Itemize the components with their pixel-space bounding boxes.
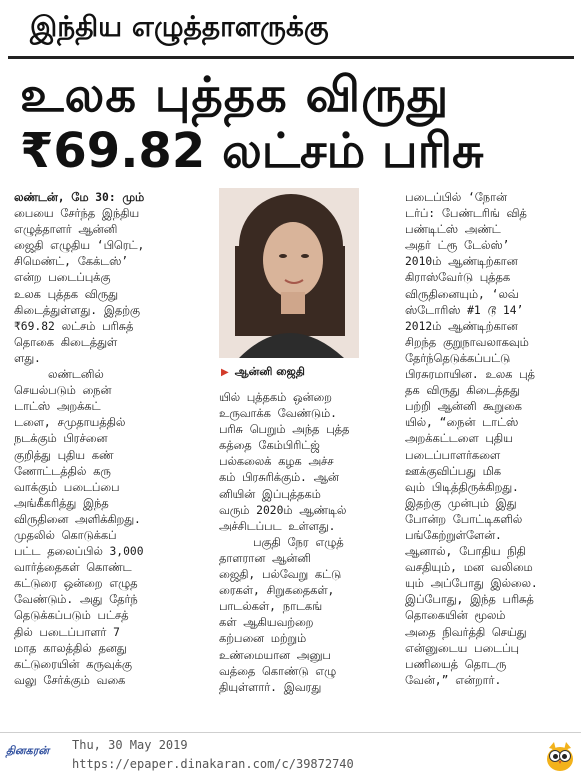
article-column-1 — [14, 190, 214, 689]
article-line: என்ற படைப்புக்கு — [14, 271, 111, 285]
author-photo — [219, 188, 359, 358]
brand-logo: தினகரன் — [6, 744, 50, 757]
article-line: மாத காலத்தில் தனது — [14, 641, 127, 655]
article-line: கம் பிரசுரிக்கும். ஆன் — [219, 471, 339, 485]
article-line: லண்டனில் — [14, 368, 104, 382]
triangle-icon: ▶ — [221, 367, 229, 378]
article-line: ₹69.82 லட்சம் பரிசுத் — [14, 319, 134, 333]
article-line: குறித்து புதிய கண் — [14, 448, 114, 462]
article-line: வசதியும், மன வலிமை — [405, 561, 533, 575]
article-line: அச்சிடப்பட உள்ளது. — [219, 519, 336, 533]
article-line: ஜைதி, பல்வேறு கட்டு — [219, 568, 342, 582]
article-line: பண்டிட்ஸ் அண்ட் — [405, 223, 501, 237]
article-line: அதை நிவர்த்தி செய்து — [405, 625, 527, 639]
article-line: அதர் ட்ரூ டேல்ஸ்’ — [405, 239, 510, 253]
article-line: வலு சேர்க்கும் வகை — [14, 673, 126, 687]
kicker-title: இந்திய எழுத்தாளருக்கு — [30, 10, 329, 43]
article-line: இதற்கு முன்பும் இது — [405, 496, 517, 510]
article-line: பரிசு பெறும் அந்த புத்த — [219, 423, 350, 437]
article-line: யில், “நைன் டாட்ஸ் — [405, 416, 519, 430]
article-line: செயல்படும் நைன் — [14, 384, 112, 398]
article-line: டர்ப்: பேண்டரிங் வித் — [405, 207, 527, 221]
article-line: உண்மையான அனுப — [219, 648, 331, 662]
photo-caption — [219, 362, 359, 382]
article-line: ரைகள், சிறுகதைகள், — [219, 584, 335, 598]
article-line: பணியைத் தொடரு — [405, 657, 507, 671]
article-line: சிறந்த குறுநாவலாகவும் — [405, 335, 529, 349]
article-line: பற்றி ஆன்னி கூறுகை — [405, 400, 522, 414]
article-line: முதலில் கொடுக்கப் — [14, 528, 117, 542]
article-line: 2012ம் ஆண்டிற்கான — [405, 319, 518, 333]
article-line: லண்டன், மே 30: மும் — [14, 191, 145, 204]
article-line: பட்ட தலைப்பில் 3,000 — [14, 545, 144, 559]
article-line: வார்த்தைகள் கொண்ட — [14, 561, 132, 575]
article-line: ஜைதி எழுதிய ‘பிரெட், — [14, 239, 145, 253]
article-line: வத்தை கொண்டு எழு — [219, 664, 337, 678]
article-line: பையை சேர்ந்த இந்திய — [14, 207, 140, 221]
article-line: ஊக்குவிப்பது மிக — [405, 464, 502, 478]
article-line: ளது. — [14, 351, 41, 365]
article-line: யில் புத்தகம் ஒன்றை — [219, 391, 332, 404]
article-line: விருதினை அளிக்கிறது. — [14, 512, 141, 526]
article-column-2 — [219, 390, 369, 696]
article-line: விருதினையும், ‘லவ் — [405, 287, 519, 301]
article-line: போன்ற போட்டிகளில் — [405, 512, 523, 526]
article-line: வேன்,” என்றார். — [405, 673, 502, 687]
footer-divider — [0, 732, 581, 733]
article-line: கள் ஆகியவற்றை — [219, 616, 314, 630]
article-line: தொகையின் மூலம் — [405, 609, 506, 623]
article-line: ஆனால், போதிய நிதி — [405, 545, 526, 559]
article-line: ணோட்டத்தில் கரு — [14, 464, 111, 478]
article-line: அறக்கட்டளை புதிய — [405, 432, 513, 446]
article-line: 2010ம் ஆண்டிற்கான — [405, 255, 518, 269]
article-line: கிடைத்துள்ளது. இதற்கு — [14, 303, 140, 317]
article-line: ஸ்டோரிஸ் #1 டூ 14’ — [405, 303, 524, 317]
article-line: படைப்பாளர்களை — [405, 448, 501, 462]
article-line: வரும் 2020ம் ஆண்டில் — [219, 503, 347, 517]
article-line: கத்தை கேம்பிரிட்ஜ் — [219, 439, 320, 453]
article-line: அங்கீகரித்து இந்த — [14, 496, 109, 510]
article-line: டளை, சமுதாயத்தில் — [14, 416, 126, 430]
headline-line1: உலக புத்தக விருது — [20, 67, 450, 123]
article-line: னியின் இப்புத்தகம் — [219, 487, 321, 501]
article-line: இப்போது, இந்த பரிசுத் — [405, 593, 534, 607]
article-line: நடக்கும் பிரச்னை — [14, 432, 108, 446]
article-line: உருவாக்க வேண்டும். — [219, 407, 337, 421]
article-line: தியுள்ளார். இவரது — [219, 680, 322, 694]
article-line: வும் பிடித்திருக்கிறது. — [405, 480, 519, 494]
article-line: உலக புத்தக விருது — [14, 287, 118, 301]
article-line: என்னுடைய படைப்பு — [405, 641, 519, 655]
photo-caption-text: ஆன்னி ஜைதி — [234, 365, 305, 378]
article-line: எழுத்தாளர் ஆன்னி — [14, 223, 118, 237]
headline-line2: ₹69.82 லட்சம் பரிசு — [20, 123, 484, 179]
kicker-rule — [8, 56, 574, 59]
article-line: வேண்டும். அது தேர்ந் — [14, 593, 138, 607]
article-line: பிரசுரமாயின. உலக புத் — [405, 368, 535, 382]
article-column-3 — [405, 190, 577, 689]
article-line: கட்டுரை ஒன்றை எழுத — [14, 577, 138, 591]
article-line: பங்கேற்றுள்ளேன். — [405, 528, 502, 542]
article-line: யும் அப்போது இல்லை. — [405, 577, 538, 591]
portrait-image — [219, 188, 359, 358]
article-line: தக விருது கிடைத்தது — [405, 384, 520, 398]
article-line: பாடல்கள், நாடகங் — [219, 600, 322, 614]
article-line: தொகை கிடைத்துள் — [14, 335, 118, 349]
article-line: டாட்ஸ் அறக்கட் — [14, 400, 101, 414]
owl-icon[interactable] — [545, 740, 575, 772]
article-line: வாக்கும் படைப்பை — [14, 480, 120, 494]
article-line: கிராஸ்வேர்டு புத்தக — [405, 271, 511, 285]
article-line: கற்பனை மற்றும் — [219, 632, 307, 646]
article-line: தேர்ந்தெடுக்கப்பட்டு — [405, 351, 511, 365]
article-line: தெடுக்கப்படும் பட்சத் — [14, 609, 129, 623]
issue-date: Thu, 30 May 2019 — [72, 738, 188, 752]
article-line: தாளரான ஆன்னி — [219, 551, 311, 565]
article-line: கட்டுரையின் கருவுக்கு — [14, 657, 132, 671]
article-line: சிமெண்ட், கேக்டஸ்’ — [14, 255, 129, 269]
article-line: பகுதி நேர எழுத் — [219, 535, 344, 549]
source-url[interactable]: https://epaper.dinakaran.com/c/39872740 — [72, 757, 354, 771]
article-line: தில் படைப்பாளர் 7 — [14, 625, 120, 639]
article-line: பல்கலைக் கழக அச்ச — [219, 455, 334, 469]
article-line: படைப்பில் ‘நோன் — [405, 191, 507, 204]
